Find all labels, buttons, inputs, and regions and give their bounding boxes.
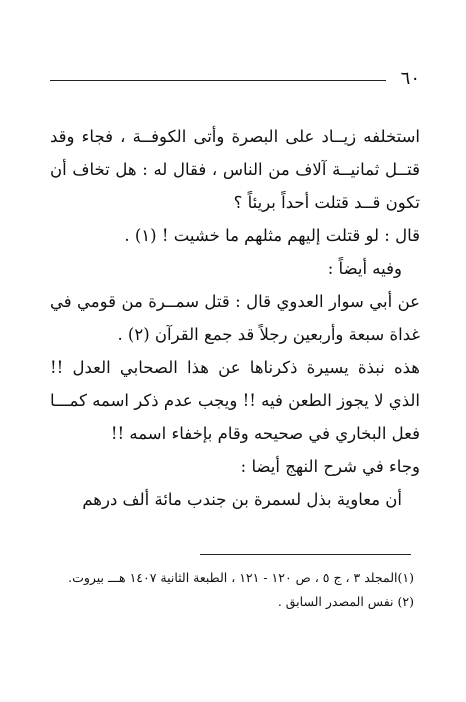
body-line: قتــل ثمانيــة آلاف من الناس ، فقال له : هل تخاف أن — [50, 160, 420, 179]
footnotes — [40, 566, 414, 614]
page-header — [50, 68, 420, 90]
page-number: ٦٠ — [400, 68, 420, 89]
body-line: عن أبي سوار العدوي قال : قتل سمــرة من قومي في — [50, 292, 420, 311]
body-line: وجاء في شرح النهج أيضا : — [240, 457, 420, 476]
body-line: فعل البخاري في صحيحه وقام بإخفاء اسمه !! — [110, 424, 420, 443]
body-line: قال : لو قتلت إليهم مثلهم ما خشيت ! (١) . — [124, 226, 420, 245]
body-line: هذه نبذة يسيرة ذكرناها عن هذا الصحابي العدل !! — [50, 358, 420, 377]
footnote: (١)المجلد ٣ ، ج ٥ ، ص ١٢٠ - ١٢١ ، الطبعة الثانية ١٤٠٧ هـــ بيروت. — [68, 570, 414, 585]
body-line: الذي لا يجوز الطعن فيه !! ويجب عدم ذكر اسمه كمـــا — [50, 391, 420, 410]
body-line: استخلفه زيــاد على البصرة وأتى الكوفــة ، فجاء وقد — [50, 127, 420, 146]
header-rule — [50, 80, 386, 81]
body-line: أن معاوية بذل لسمرة بن جندب مائة ألف درهم — [82, 490, 402, 509]
body-line: تكون قــد قتلت أحداً بريئاً ؟ — [233, 193, 420, 212]
footnote-separator — [200, 554, 411, 555]
body-line: وفيه أيضاً : — [327, 259, 402, 278]
body-text — [50, 120, 420, 516]
body-line: غداة سبعة وأربعين رجلاً قد جمع القرآن (٢) . — [117, 325, 420, 344]
footnote: (٢) نفس المصدر السابق . — [277, 594, 414, 609]
